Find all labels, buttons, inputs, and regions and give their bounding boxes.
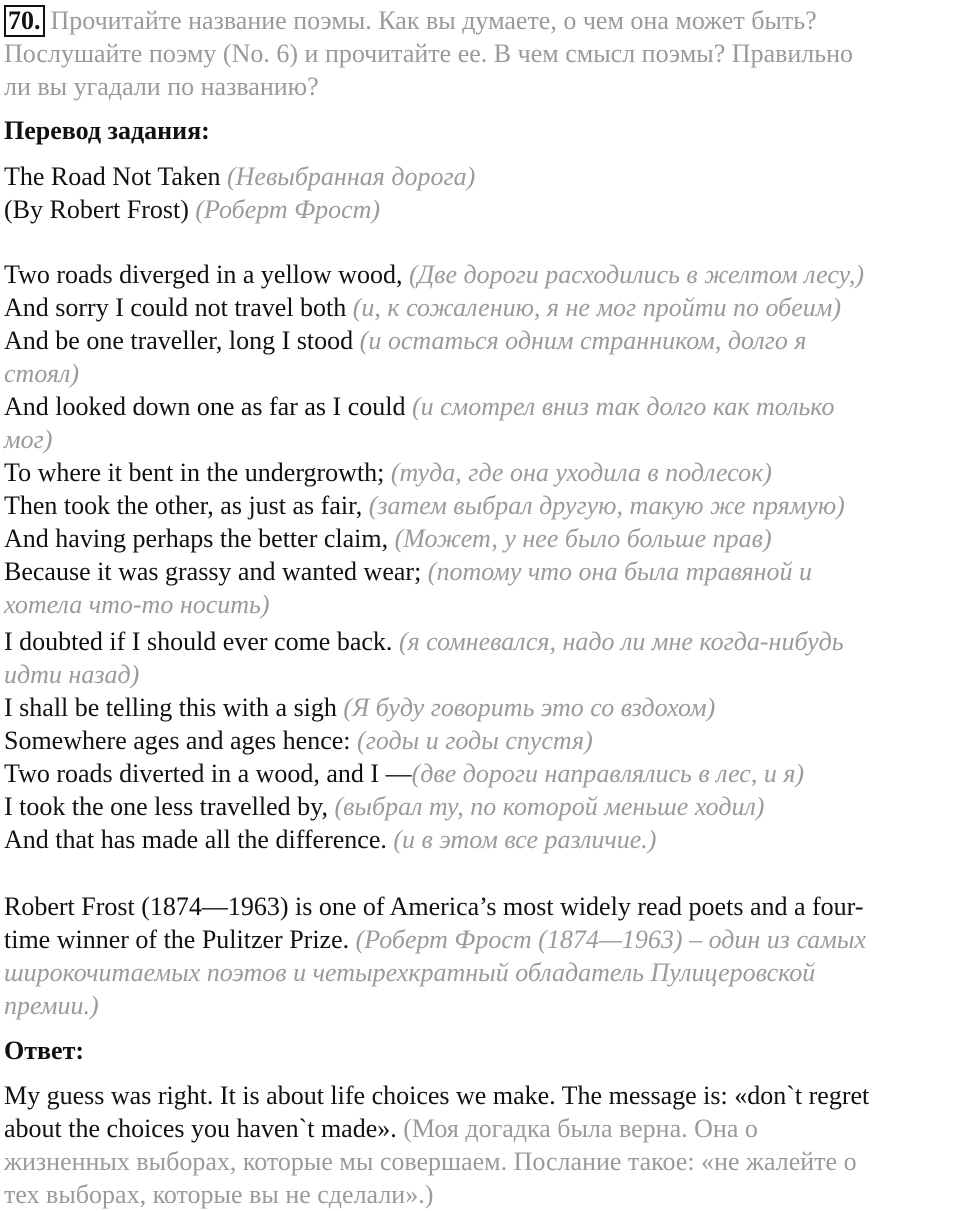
poem-line-ru: (туда, где она уходила в подлесок) [390,458,772,487]
poem-line-en: And having perhaps the better claim, [4,524,389,553]
task-line-2: Послушайте поэму (No. 6) и прочитайте ее. В чем смысл поэмы? Правильно [4,39,854,68]
poem-line-ru: (я сомневался, надо ли мне когда-нибудь [398,627,844,656]
poem-line-ru: (и в этом все различие.) [393,825,657,854]
answer-line-2-ru: (Моя догадка была верна. Она о [403,1114,758,1143]
answer-line-4-ru: тех выборах, которые вы не сделали».) [4,1180,434,1209]
poem-line-ru: (годы и годы спустя) [357,726,593,755]
answer-line-3-ru: жизненных выборах, которые мы совершаем. Послание такое: «не жалейте о [4,1147,857,1176]
bio-line-2-en: time winner of the Pulitzer Prize. [4,925,350,954]
poem-line [4,390,958,423]
poem-line [4,258,958,291]
bio-line-2-ru: (Роберт Фрост (1874—1963) – один из самых [355,925,867,954]
poem-line [4,757,958,790]
poem-line-ru: (и остаться одним странником, долго я [359,326,807,355]
poem-line-en: I doubted if I should ever come back. [4,627,393,656]
answer-line-2-en: about the choices you haven`t made». [4,1114,397,1143]
task-line-3: ли вы угадали по названию? [4,72,319,101]
poem-line-ru: (две дороги направлялись в лес, и я) [411,759,805,788]
bio-line-4-ru: премии.) [4,991,99,1020]
poem-line [4,324,958,357]
poem-line-en: I shall be telling this with a sigh [4,693,337,722]
poem [4,258,958,856]
answer-heading: Ответ: [4,1036,85,1065]
poem-line-en: Because it was grassy and wanted wear; [4,557,422,586]
title-en: The Road Not Taken [4,162,221,191]
poem-line-ru: (и, к сожалению, я не мог пройти по обеим) [352,293,841,322]
poem-line [4,489,958,522]
author-ru: (Роберт Фрост) [195,195,381,224]
poem-line-en: To where it bent in the undergrowth; [4,458,385,487]
bio-line-1: Robert Frost (1874—1963) is one of America’s most widely read poets and a four- [4,892,864,921]
poem-line-ru-cont: стоял) [4,359,80,388]
poem-line [4,291,958,324]
poem-line-en: And that has made all the difference. [4,825,387,854]
poem-line-en: Then took the other, as just as fair, [4,491,363,520]
poem-line [4,724,958,757]
poem-line [4,790,958,823]
poem-line-ru-cont: идти назад) [4,660,140,689]
task-line-1: Прочитайте название поэмы. Как вы думаете, о чем она может быть? [50,6,817,35]
poem-line [4,522,958,555]
task-statement [4,4,958,103]
poem-line-en: And looked down one as far as I could [4,392,406,421]
poem-line-ru: (выбрал ту, по которой меньше ходил) [334,792,765,821]
poem-line-ru-cont: мог) [4,425,53,454]
poem-line-en: Two roads diverted in a wood, and I — [4,759,412,788]
poem-line [4,691,958,724]
poem-line-ru: (Может, у нее было больше прав) [394,524,772,553]
poem-line [4,823,958,856]
poem-line-en: I took the one less travelled by, [4,792,328,821]
title-ru: (Невыбранная дорога) [226,162,476,191]
answer-line-1: My guess was right. It is about life choices we make. The message is: «don`t regret [4,1081,870,1110]
poem-title [4,160,958,226]
task-number: 70. [4,5,45,37]
answer [4,1079,958,1211]
poem-line-ru: (Я буду говорить это со вздохом) [343,693,716,722]
poem-line-ru: (и смотрел вниз так долго как только [411,392,835,421]
poem-line-ru: (Две дороги расходились в желтом лесу,) [408,260,865,289]
poem-line-ru-cont: хотела что-то носить) [4,590,270,619]
poem-line-en: Two roads diverged in a yellow wood, [4,260,403,289]
poem-line-ru: (затем выбрал другую, такую же прямую) [368,491,845,520]
bio-line-3-ru: широкочитаемых поэтов и четырехкратный обладатель Пулицеровской [4,958,816,987]
author-bio [4,890,958,1022]
poem-line [4,456,958,489]
translation-heading: Перевод задания: [4,116,210,145]
poem-line [4,555,958,588]
poem-line-en: And sorry I could not travel both [4,293,347,322]
poem-line-ru: (потому что она была травяной и [427,557,812,586]
author-en: (By Robert Frost) [4,195,189,224]
poem-line [4,625,958,658]
poem-line-en: Somewhere ages and ages hence: [4,726,351,755]
poem-line-en: And be one traveller, long I stood [4,326,354,355]
